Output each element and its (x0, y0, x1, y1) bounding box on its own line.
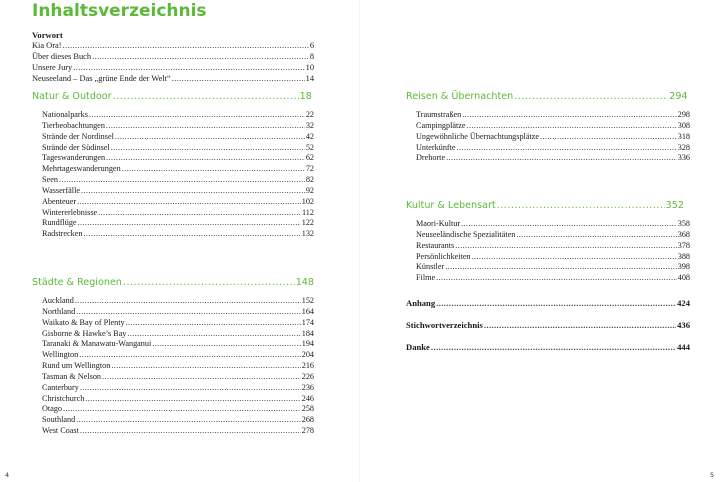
dot-leader (540, 132, 677, 143)
toc-entry-label: Abenteuer (42, 196, 77, 206)
toc-row[interactable] (42, 339, 314, 350)
toc-row[interactable] (42, 404, 314, 415)
toc-entry-page: 184 (301, 328, 314, 338)
toc-entry-label: Southland (42, 415, 76, 425)
section-page: 294 (669, 91, 688, 102)
toc-entry-label: Otago (42, 404, 63, 414)
toc-row[interactable] (416, 241, 690, 252)
toc-entry-label: Tierbeobachtungen (42, 120, 105, 130)
toc-entry-page: 368 (677, 229, 690, 239)
dot-leader (80, 383, 301, 394)
toc-entry-page: 246 (301, 393, 314, 403)
toc-entry-page: 358 (677, 219, 690, 228)
toc-row[interactable] (42, 296, 314, 307)
toc-entry-label: Neuseeland – Das „grüne Ende der Welt“ (32, 73, 171, 83)
dot-leader (106, 121, 305, 132)
dot-leader (83, 229, 300, 240)
toc-entry-label: Mehrtageswanderungen (42, 164, 121, 174)
toc-entry-label: Anhang (406, 298, 436, 308)
toc-row[interactable] (32, 52, 314, 63)
dot-leader (467, 121, 677, 132)
toc-entry-page: 164 (301, 306, 314, 316)
dot-leader (123, 277, 295, 288)
page-number-right: 5 (710, 471, 715, 479)
dot-leader (63, 404, 301, 415)
toc-entry-page: 204 (301, 350, 314, 360)
toc-entry-page: 174 (301, 317, 314, 327)
toc-entry-page: 408 (677, 273, 690, 283)
toc-row[interactable] (416, 219, 690, 230)
dot-leader (455, 241, 677, 252)
dot-leader (79, 350, 301, 361)
dot-leader (122, 164, 305, 175)
toc-entry-label: Ungewöhnliche Übernachtungsplätze (416, 131, 539, 141)
toc-entry-page: 112 (302, 207, 314, 217)
section-page: 352 (665, 200, 684, 211)
toc-entry-page: 268 (301, 415, 314, 425)
toc-row[interactable] (42, 361, 314, 372)
toc-row[interactable] (42, 415, 314, 426)
toc-entry-page: 318 (677, 131, 690, 141)
dot-leader (77, 197, 301, 208)
dot-leader (457, 143, 677, 154)
section-label: Natur & Outdoor (32, 91, 112, 102)
toc-entry-page: 82 (305, 175, 314, 185)
page-gutter (359, 0, 360, 482)
toc-entry-page: 42 (305, 131, 314, 141)
toc-row[interactable] (416, 132, 690, 143)
section-list (416, 219, 690, 284)
toc-row[interactable] (42, 208, 314, 219)
section-heading[interactable] (32, 277, 314, 288)
toc-entry-page: 10 (305, 62, 314, 72)
toc-row[interactable] (416, 110, 690, 121)
back-matter (406, 298, 690, 353)
toc-entry-label: Unterkünfte (416, 142, 456, 152)
section-label: Reisen & Übernachten (406, 91, 514, 102)
toc-entry-label: Über dieses Buch (32, 51, 92, 61)
toc-row[interactable] (416, 273, 690, 284)
toc-row[interactable] (42, 218, 314, 229)
dot-leader (106, 153, 305, 164)
toc-row[interactable] (42, 372, 314, 383)
dot-leader (59, 175, 305, 186)
dot-leader (111, 361, 300, 372)
dot-leader (446, 153, 677, 164)
section-list (42, 296, 314, 437)
toc-entry-label: Gisborne & Hawke’s Bay (42, 328, 127, 338)
toc-row[interactable] (32, 74, 314, 85)
section-page: 18 (299, 91, 312, 102)
toc-entry-label: Stichwortverzeichnis (406, 319, 483, 330)
toc-row[interactable] (416, 252, 690, 263)
toc-row[interactable] (42, 350, 314, 361)
dot-leader (80, 426, 301, 437)
toc-entry-label: Nationalparks (42, 110, 88, 119)
dot-leader (516, 230, 676, 241)
dot-leader (436, 273, 677, 284)
toc-entry-page: 258 (301, 404, 314, 414)
dot-leader (113, 91, 299, 102)
toc-entry-label: Tasman & Nelson (42, 371, 102, 381)
toc-entry-label: Drehorte (416, 153, 446, 163)
section-kultur (406, 200, 690, 284)
dot-leader (102, 372, 301, 383)
dot-leader (63, 41, 309, 52)
toc-entry-label: Kia Ora! (32, 40, 62, 50)
toc-entry-page: 388 (677, 251, 690, 261)
front-heading: Vorwort (32, 30, 63, 40)
toc-entry-label: Tageswanderungen (42, 153, 106, 163)
dot-leader (89, 110, 305, 121)
dot-leader (76, 307, 301, 318)
page-number-left: 4 (5, 471, 10, 479)
toc-entry-page: 336 (677, 153, 690, 163)
toc-row[interactable] (32, 41, 314, 52)
section-label: Städte & Regionen (32, 277, 122, 288)
section-reisen (406, 91, 690, 164)
toc-row[interactable] (42, 143, 314, 154)
dot-leader (98, 208, 301, 219)
dot-leader (126, 318, 301, 329)
toc-entry-page: 22 (305, 110, 314, 119)
toc-entry-page: 216 (301, 361, 314, 371)
toc-row[interactable] (42, 164, 314, 175)
toc-row[interactable] (42, 329, 314, 340)
toc-entry-page: 436 (677, 319, 690, 330)
toc-entry-page: 8 (309, 51, 314, 61)
toc-entry-label: Neuseeländische Spezialitäten (416, 229, 516, 239)
dot-leader (73, 63, 304, 74)
toc-entry-label: Wintererlebnisse (42, 207, 98, 217)
toc-row[interactable] (32, 63, 314, 74)
toc-entry-page: 14 (305, 73, 314, 83)
toc-row[interactable] (42, 394, 314, 405)
dot-leader (497, 200, 665, 211)
toc-entry-label: Filme (416, 273, 436, 283)
toc-entry-label: Rund um Wellington (42, 361, 111, 371)
section-label: Kultur & Lebensart (406, 200, 496, 211)
toc-row[interactable] (406, 320, 690, 331)
toc-entry-label: Northland (42, 306, 76, 316)
toc-entry-page: 444 (677, 341, 690, 352)
dot-leader (76, 415, 301, 426)
toc-row[interactable] (416, 143, 690, 154)
toc-row[interactable] (42, 153, 314, 164)
toc-entry-label: Maori-Kultur (416, 219, 461, 228)
section-natur (32, 91, 314, 240)
dot-leader (115, 132, 305, 143)
dot-leader (127, 329, 300, 340)
toc-row[interactable] (42, 121, 314, 132)
toc-entry-page: 52 (305, 142, 314, 152)
toc-entry-label: Auckland (42, 296, 74, 305)
toc-entry-label: Restaurants (416, 240, 455, 250)
toc-entry-page: 298 (677, 110, 690, 119)
toc-entry-label: Waikato & Bay of Plenty (42, 317, 125, 327)
toc-row[interactable] (406, 298, 690, 309)
toc-row[interactable] (42, 383, 314, 394)
toc-entry-page: 308 (677, 120, 690, 130)
dot-leader (514, 91, 668, 102)
toc-row[interactable] (42, 426, 314, 437)
section-list (416, 110, 690, 164)
toc-entry-page: 226 (301, 371, 314, 381)
toc-entry-page: 194 (301, 339, 314, 349)
dot-leader (436, 298, 676, 309)
toc-row[interactable] (416, 230, 690, 241)
toc-entry-label: Strände der Südinsel (42, 142, 110, 152)
section-list (42, 110, 314, 240)
toc-entry-label: Persönlichkeiten (416, 251, 471, 261)
section-page: 148 (295, 277, 314, 288)
toc-entry-page: 32 (305, 120, 314, 130)
toc-entry-label: Canterbury (42, 382, 79, 392)
front-matter (32, 30, 314, 84)
toc-entry-label: Seen (42, 175, 58, 185)
dot-leader (484, 320, 676, 331)
toc-entry-page: 122 (301, 218, 314, 228)
section-heading[interactable] (406, 91, 690, 102)
toc-entry-page: 62 (305, 153, 314, 163)
toc-entry-page: 424 (677, 298, 690, 308)
toc-entry-label: Danke (406, 341, 430, 352)
toc-entry-label: Wellington (42, 350, 79, 360)
dot-leader (472, 252, 677, 263)
toc-row[interactable] (416, 121, 690, 132)
toc-entry-page: 72 (305, 164, 314, 174)
toc-entry-label: Strände der Nordinsel (42, 131, 114, 141)
toc-row[interactable] (42, 318, 314, 329)
toc-row[interactable] (406, 342, 690, 353)
toc-row[interactable] (42, 110, 314, 121)
dot-leader (431, 342, 676, 353)
dot-leader (462, 110, 677, 121)
toc-entry-label: Unsere Jury (32, 62, 73, 72)
toc-entry-label: Radstrecken (42, 229, 83, 239)
toc-entry-page: 132 (301, 229, 314, 239)
front-list (32, 41, 314, 85)
dot-leader (445, 262, 677, 273)
toc-entry-page: 152 (301, 296, 314, 305)
dot-leader (78, 218, 301, 229)
toc-entry-label: Künstler (416, 262, 445, 272)
toc-entry-label: Campingplätze (416, 120, 466, 130)
dot-leader (172, 74, 305, 85)
toc-row[interactable] (42, 186, 314, 197)
dot-leader (461, 219, 677, 230)
toc-entry-label: Christchurch (42, 393, 85, 403)
section-heading[interactable] (406, 200, 690, 211)
toc-entry-label: Traumstraßen (416, 110, 462, 119)
toc-entry-page: 328 (677, 142, 690, 152)
toc-entry-label: Rundflüge (42, 218, 77, 228)
dot-leader (92, 52, 309, 63)
dot-leader (85, 394, 300, 405)
toc-entry-page: 102 (301, 196, 314, 206)
toc-entry-page: 92 (305, 185, 314, 195)
page-title: Inhaltsverzeichnis (32, 1, 207, 21)
dot-leader (152, 339, 300, 350)
toc-entry-page: 398 (677, 262, 690, 272)
toc-row[interactable] (42, 197, 314, 208)
toc-row[interactable] (42, 307, 314, 318)
toc-entry-page: 6 (309, 40, 314, 50)
toc-entry-page: 236 (301, 382, 314, 392)
toc-row[interactable] (42, 229, 314, 240)
toc-row[interactable] (42, 175, 314, 186)
toc-entry-page: 378 (677, 240, 690, 250)
toc-entry-label: West Coast (42, 426, 79, 436)
toc-row[interactable] (416, 262, 690, 273)
dot-leader (81, 186, 305, 197)
toc-entry-label: Wasserfälle (42, 185, 80, 195)
section-heading[interactable] (32, 91, 314, 102)
toc-row[interactable] (42, 132, 314, 143)
toc-entry-page: 278 (301, 426, 314, 436)
dot-leader (75, 296, 301, 307)
dot-leader (111, 143, 305, 154)
section-staedte (32, 277, 314, 437)
toc-row[interactable] (416, 153, 690, 164)
toc-entry-label: Taranaki & Manawatu-Wanganui (42, 339, 152, 349)
